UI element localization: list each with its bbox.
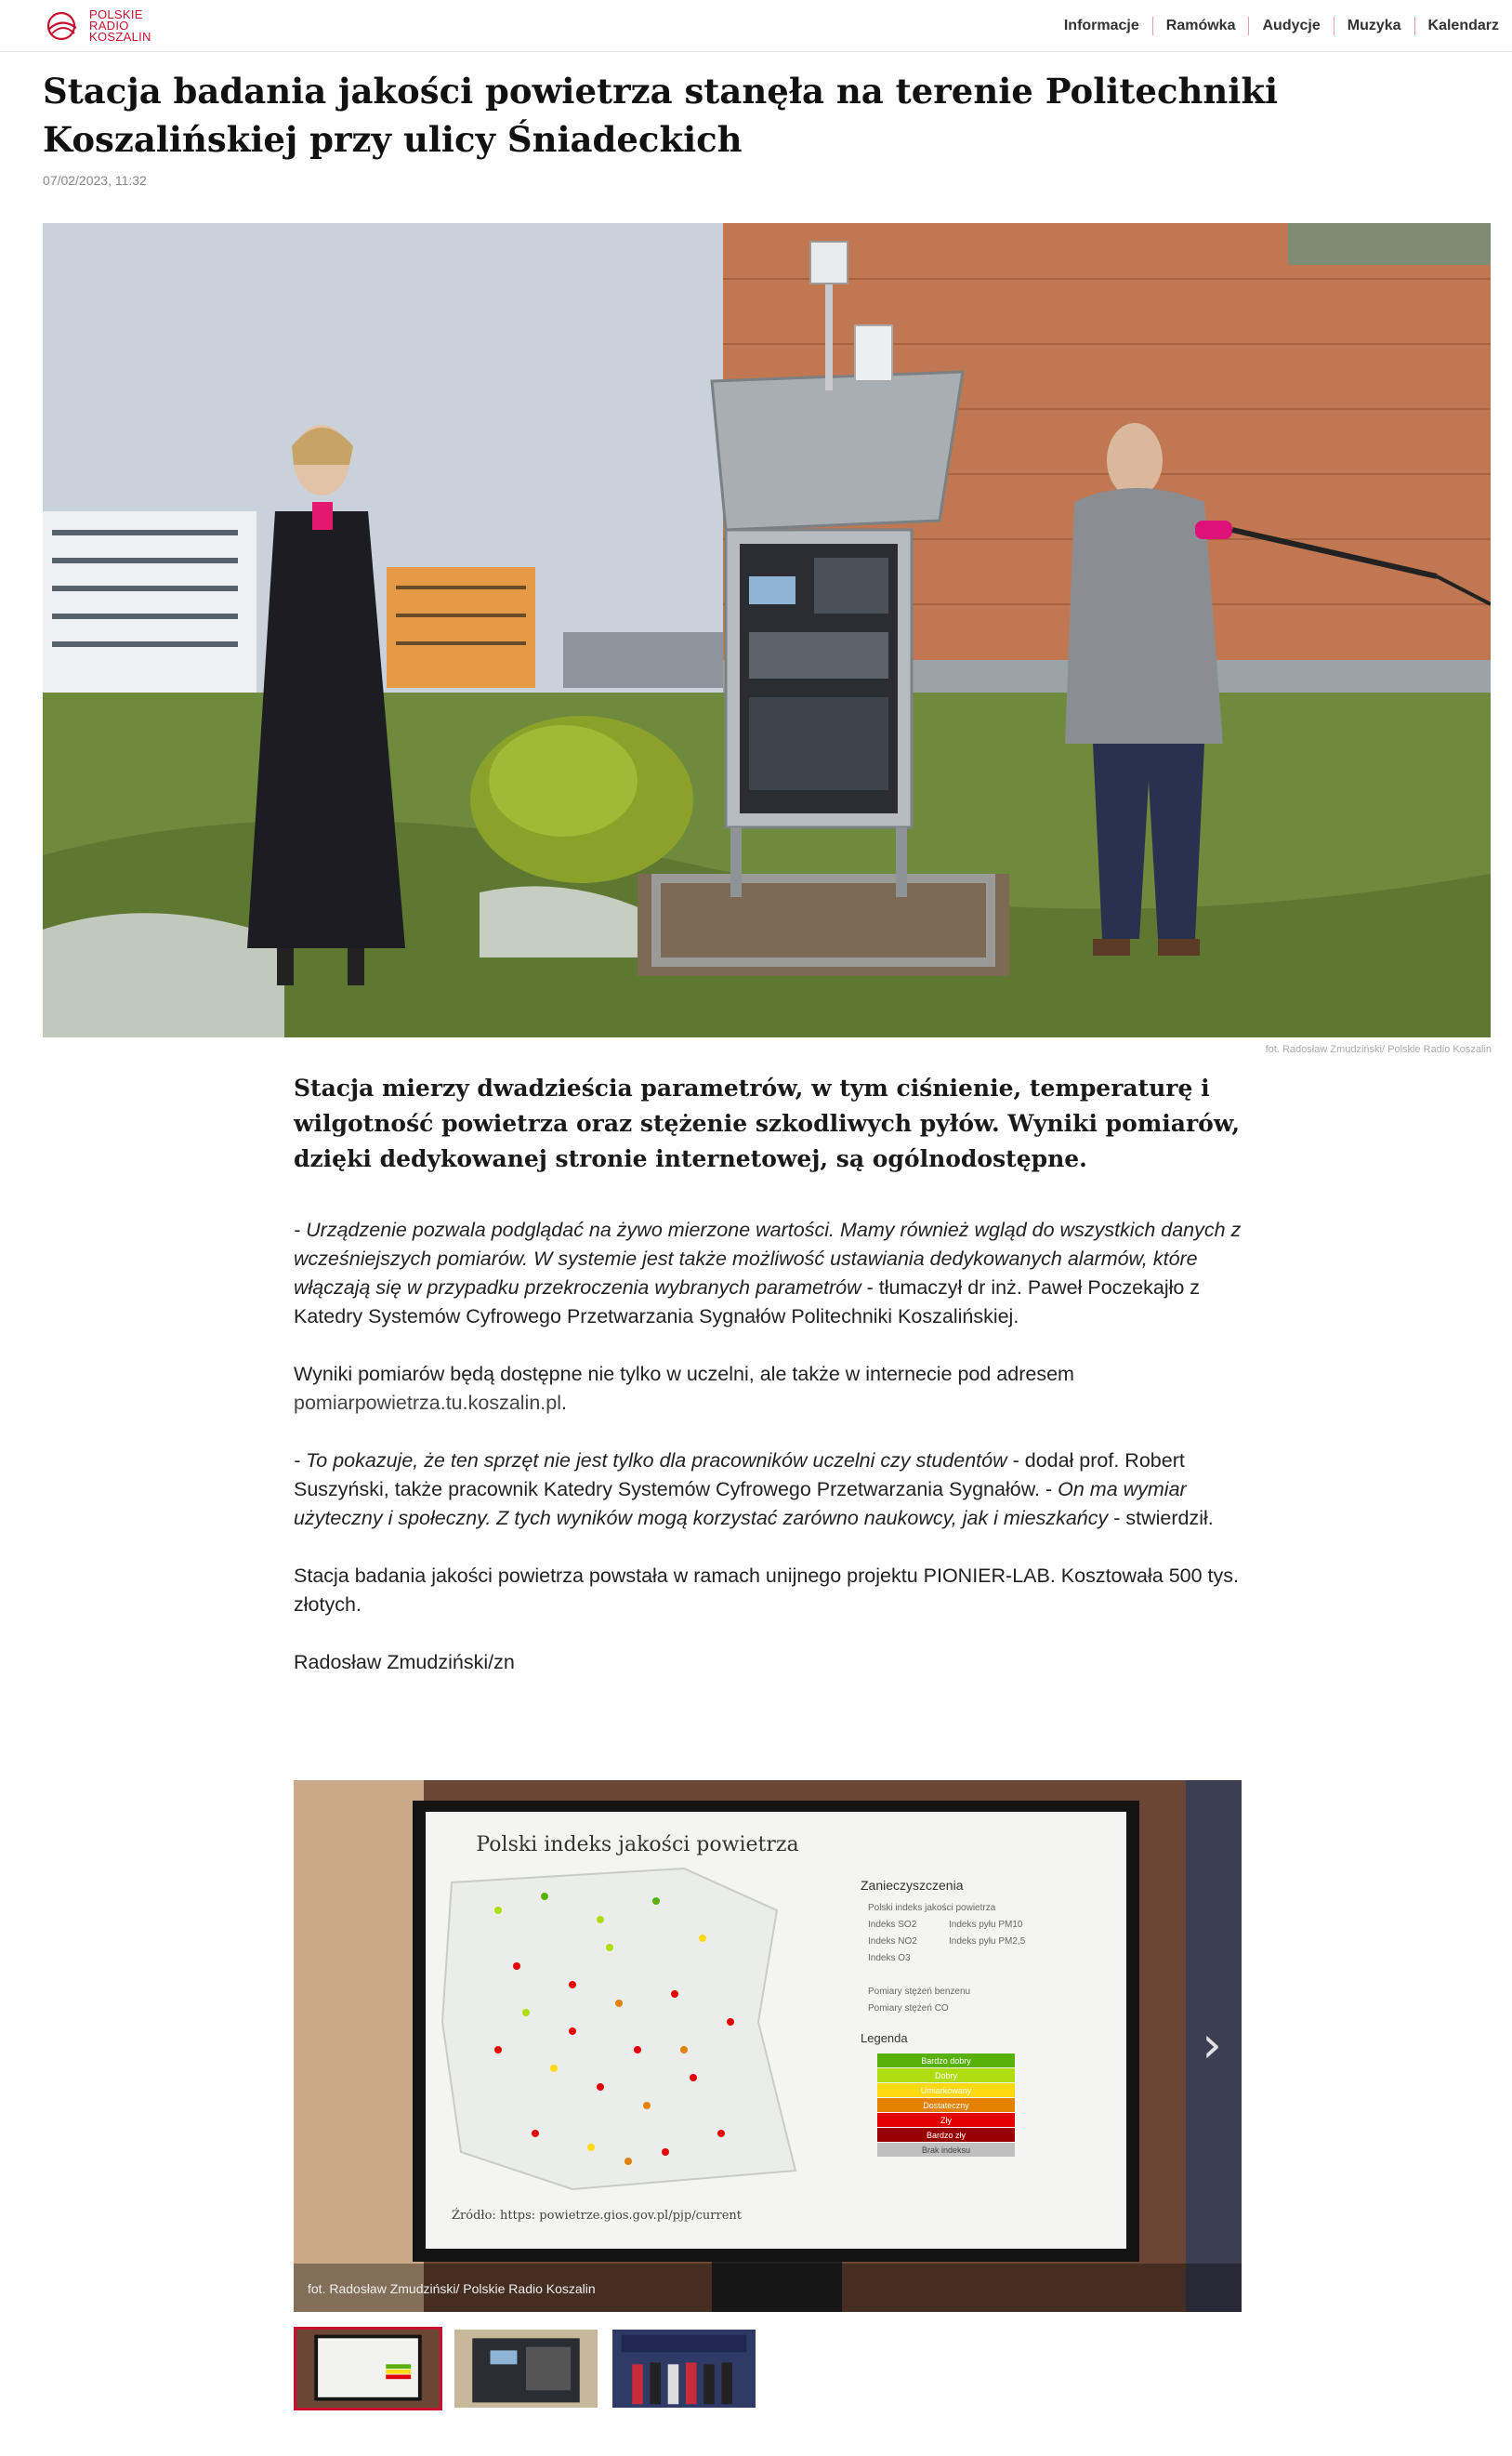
quote-poczekajlo: - Urządzenie pozwala podglądać na żywo mierzone wartości. Mamy również wgląd do wszystkich danych z wcześniejszych pomiarów. W systemie jest także możliwość ustawiania dedykowanych alarmów, które włączają się w przypadku przekroczenia wybranych parametrów bbox=[294, 1219, 1242, 1299]
screen-option-8: Pomiary stężeń CO bbox=[868, 2003, 949, 2014]
screen-option-4: Indeks NO2 bbox=[868, 1936, 917, 1947]
article-lead: Stacja mierzy dwadzieścia parametrów, w tym ciśnienie, temperaturę i wilgotność powietrza oraz stężenie szkodliwych pyłów. Wyniki pomiarów, dzięki dedykowanej stronie internetowej, są ogólnodostępne. bbox=[294, 1075, 1241, 1172]
thumb-1-image bbox=[296, 2330, 440, 2408]
legend-label: Umiarkowany bbox=[920, 2086, 972, 2095]
screen-legend bbox=[877, 2053, 1015, 2157]
nav-item-muzyka[interactable]: Muzyka bbox=[1334, 17, 1414, 35]
screen-option-6: Indeks O3 bbox=[868, 1953, 911, 1963]
legend-label: Brak indeksu bbox=[921, 2146, 971, 2155]
paragraph-3 bbox=[294, 1446, 1251, 1533]
attribution-poczekajlo: - tłumaczył dr inż. Paweł Poczekajło z Katedry Systemów Cyfrowego Przetwarzania Sygnałów Politechniki Koszalińskiej. bbox=[294, 1276, 1201, 1327]
gallery-thumbnails bbox=[294, 2327, 758, 2410]
screen-option-7: Pomiary stężeń benzenu bbox=[868, 1987, 971, 1997]
article-title: Stacja badania jakości powietrza stanęła na terenie Politechniki Koszalińskiej przy ulicy Śniadeckich bbox=[43, 71, 1279, 160]
radio-logo-icon bbox=[43, 9, 85, 43]
logo-text bbox=[89, 9, 151, 43]
top-bar bbox=[0, 0, 1512, 52]
legend-label: Dobry bbox=[934, 2071, 958, 2080]
thumb-2-image bbox=[454, 2330, 598, 2408]
article-body bbox=[294, 1216, 1251, 1706]
main-nav bbox=[1051, 15, 1512, 37]
paragraph-3-end: - stwierdził. bbox=[1108, 1507, 1214, 1529]
site-logo[interactable] bbox=[43, 7, 173, 45]
legend-label: Bardzo zły bbox=[926, 2131, 966, 2140]
paragraph-4: Stacja badania jakości powietrza powstała w ramach unijnego projektu PIONIER-LAB. Kosztowała 500 tys. złotych. bbox=[294, 1565, 1239, 1616]
article-author: Radosław Zmudziński/zn bbox=[294, 1651, 515, 1673]
legend-label: Dostateczny bbox=[923, 2101, 969, 2110]
screen-panel-heading: Zanieczyszczenia bbox=[861, 1878, 964, 1893]
screen-option-2: Indeks SO2 bbox=[868, 1920, 917, 1930]
logo-line-2: RADIO bbox=[89, 19, 129, 33]
nav-item-audycje[interactable]: Audycje bbox=[1248, 17, 1333, 35]
measurement-site-link[interactable]: pomiarpowietrza.tu.koszalin.pl bbox=[294, 1392, 561, 1414]
screen-option-1: Polski indeks jakości powietrza bbox=[868, 1903, 996, 1913]
hero-photo-credit: fot. Radosław Zmudziński/ Polskie Radio Koszalin bbox=[1265, 1044, 1492, 1055]
nav-item-informacje[interactable]: Informacje bbox=[1063, 18, 1139, 33]
gallery-thumb-2[interactable] bbox=[452, 2327, 600, 2410]
paragraph-2-text: Wyniki pomiarów będą dostępne nie tylko w uczelni, ale także w internecie pod adresem bbox=[294, 1363, 1074, 1385]
paragraph-1 bbox=[294, 1216, 1251, 1331]
thumb-3-image bbox=[612, 2330, 756, 2408]
nav-item-kalendarz[interactable]: Kalendarz bbox=[1414, 17, 1512, 35]
gallery-photo bbox=[294, 1780, 1242, 2312]
quote-suszynski-1: - To pokazuje, że ten sprzęt nie jest tylko dla pracowników uczelni czy studentów bbox=[294, 1449, 1007, 1472]
hero-photo[interactable] bbox=[43, 223, 1491, 1037]
photo-gallery[interactable] bbox=[294, 1780, 1242, 2312]
gallery-photo-credit: fot. Radosław Zmudziński/ Polskie Radio Koszalin bbox=[308, 2281, 596, 2296]
logo-line-3: KOSZALIN bbox=[89, 30, 151, 44]
hero-illustration bbox=[43, 223, 1491, 1037]
paragraph-2-end: . bbox=[561, 1392, 567, 1414]
screen-source: Źródło: https: powietrze.gios.gov.pl/pjp/current bbox=[452, 2209, 742, 2223]
article-date: 07/02/2023, 11:32 bbox=[43, 173, 147, 188]
nav-item-ramowka[interactable]: Ramówka bbox=[1152, 17, 1249, 35]
legend-label: Zły bbox=[940, 2116, 952, 2125]
legend-label: Bardzo dobry bbox=[921, 2056, 971, 2066]
chevron-right-icon[interactable]: › bbox=[1202, 2015, 1222, 2074]
paragraph-2 bbox=[294, 1360, 1251, 1418]
screen-option-5: Indeks pyłu PM2,5 bbox=[949, 1936, 1026, 1947]
screen-option-3: Indeks pyłu PM10 bbox=[949, 1920, 1023, 1930]
logo-line-1: POLSKIE bbox=[89, 7, 143, 21]
gallery-thumb-3[interactable] bbox=[610, 2327, 758, 2410]
attribution-suszynski: - dodał prof. Robert Suszyński, także pracownik Katedry Systemów Cyfrowego Przetwarzania Sygnałów. - bbox=[294, 1449, 1185, 1500]
quote-suszynski-2: On ma wymiar użyteczny i społeczny. Z tych wyników mogą korzystać zarówno naukowcy, jak i mieszkańcy bbox=[294, 1478, 1187, 1529]
screen-title: Polski indeks jakości powietrza bbox=[476, 1833, 799, 1856]
gallery-thumb-1[interactable] bbox=[294, 2327, 442, 2410]
screen-legend-heading: Legenda bbox=[861, 2031, 908, 2045]
